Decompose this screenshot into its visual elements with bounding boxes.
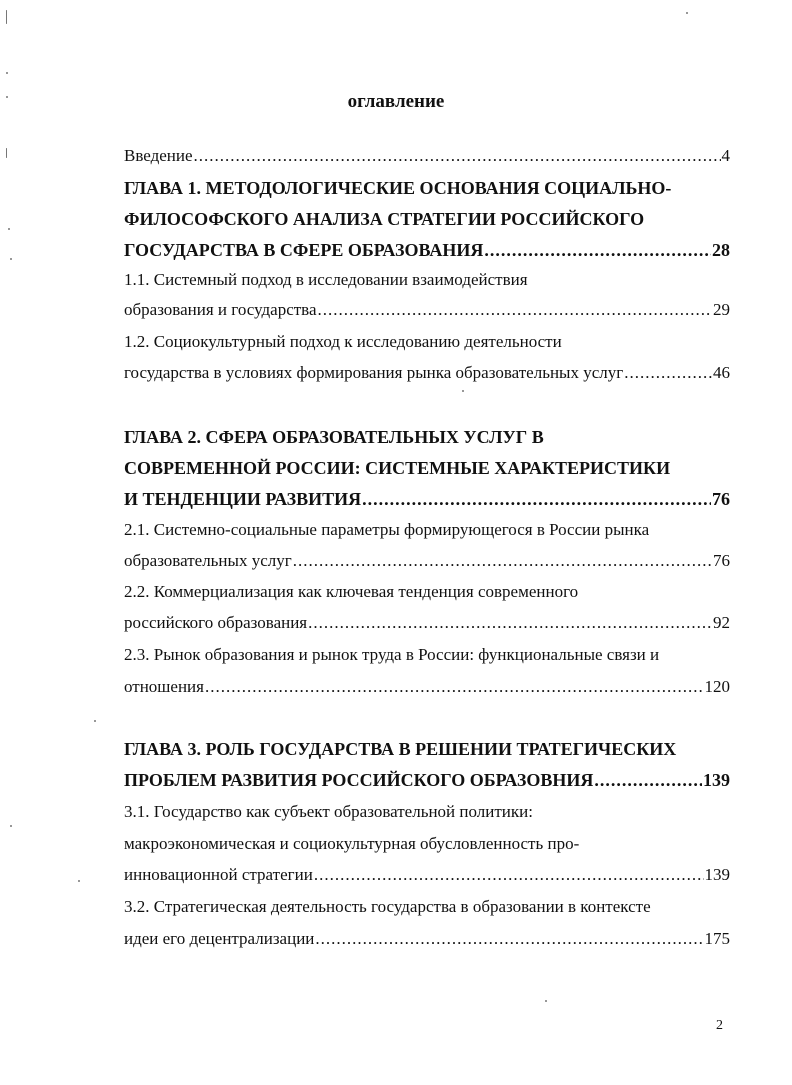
section-title-line: 1.1. Системный подход в исследовании взаимодействия — [124, 270, 528, 289]
toc-page-number: 4 — [721, 146, 730, 165]
section-title-line: макроэкономическая и социокультурная обусловленность про- — [124, 834, 580, 853]
section-title-line: образовательных услуг — [124, 551, 292, 570]
section-title-line: образования и государства — [124, 300, 317, 319]
toc-page-number: 139 — [703, 770, 730, 790]
section-title-line: 2.3. Рынок образования и рынок труда в России: функциональные связи и — [124, 645, 660, 664]
scan-speck — [545, 1000, 547, 1002]
scan-speck — [6, 148, 7, 158]
scan-speck — [8, 228, 10, 230]
section-title-line: идеи его децентрализации — [124, 929, 315, 948]
dot-leader — [484, 234, 711, 266]
chapter-heading-line: ГЛАВА 1. МЕТОДОЛОГИЧЕСКИЕ ОСНОВАНИЯ СОЦИАЛЬНО- — [124, 178, 672, 198]
dot-leader — [293, 545, 712, 577]
chapter-heading-line: ГЛАВА 2. СФЕРА ОБРАЗОВАТЕЛЬНЫХ УСЛУГ В — [124, 427, 544, 447]
chapter-heading-line: ГЛАВА 3. РОЛЬ ГОСУДАРСТВА В РЕШЕНИИ ТРАТЕГИЧЕСКИХ — [124, 739, 677, 759]
toc-page-number: 76 — [712, 489, 730, 509]
toc-page-number: 92 — [713, 613, 730, 632]
chapter-heading-line: ФИЛОСОФСКОГО АНАЛИЗА СТРАТЕГИИ РОССИЙСКОГО — [124, 209, 645, 229]
dot-leader — [314, 859, 704, 891]
toc-line — [124, 764, 730, 796]
toc-line — [124, 357, 730, 389]
toc-line — [124, 483, 730, 515]
dot-leader — [362, 483, 711, 515]
scan-speck — [78, 880, 80, 882]
section-title-line: инновационной стратегии — [124, 865, 313, 884]
toc-page-number: 46 — [713, 363, 730, 382]
scan-speck — [686, 12, 688, 14]
dot-leader — [318, 294, 712, 326]
toc-page-number: 139 — [704, 865, 730, 884]
chapter-heading-line: СОВРЕМЕННОЙ РОССИИ: СИСТЕМНЫЕ ХАРАКТЕРИСТИКИ — [124, 458, 671, 478]
section-title-line: российского образования — [124, 613, 308, 632]
toc-line — [124, 545, 730, 577]
dot-leader — [315, 923, 703, 955]
scan-speck — [6, 96, 8, 98]
scan-speck — [6, 10, 7, 24]
toc-entry-intro[interactable] — [124, 140, 730, 172]
section-title-line: 3.2. Стратегическая деятельность государства в образовании в контексте — [124, 897, 651, 916]
page-number: 2 — [716, 1018, 723, 1033]
toc-line — [124, 234, 730, 266]
scan-speck — [94, 720, 96, 722]
toc-page-number: 28 — [712, 240, 730, 260]
section-title-line: 2.1. Системно-социальные параметры формирующегося в России рынка — [124, 520, 650, 539]
toc-entry-label: Введение — [124, 146, 193, 165]
scan-speck — [10, 258, 12, 260]
toc-line — [124, 607, 730, 639]
section-title-line: 2.2. Коммерциализация как ключевая тенденция современного — [124, 582, 579, 601]
toc-line — [124, 671, 730, 703]
toc-page-number: 76 — [713, 551, 730, 570]
scan-speck — [6, 72, 8, 74]
chapter-heading-line: ПРОБЛЕМ РАЗВИТИЯ РОССИЙСКОГО ОБРАЗОВНИЯ — [124, 770, 594, 790]
toc-page-number: 29 — [713, 300, 730, 319]
chapter-heading-line: ГОСУДАРСТВА В СФЕРЕ ОБРАЗОВАНИЯ — [124, 240, 484, 260]
page-title: оглавление — [347, 91, 445, 112]
dot-leader — [594, 764, 702, 796]
dot-leader — [194, 140, 721, 172]
section-title-line: 3.1. Государство как субъект образовательной политики: — [124, 802, 533, 821]
section-title-line: отношения — [124, 677, 204, 696]
toc-page-number: 175 — [704, 929, 730, 948]
section-title-line: государства в условиях формирования рынка образовательных услуг — [124, 363, 624, 382]
scan-speck — [10, 825, 12, 827]
toc-line — [124, 923, 730, 955]
toc-line — [124, 294, 730, 326]
dot-leader — [624, 357, 712, 389]
dot-leader — [205, 671, 704, 703]
scan-speck — [462, 390, 464, 392]
toc-page-number: 120 — [704, 677, 730, 696]
dot-leader — [308, 607, 712, 639]
toc-line — [124, 859, 730, 891]
chapter-heading-line: И ТЕНДЕНЦИИ РАЗВИТИЯ — [124, 489, 362, 509]
section-title-line: 1.2. Социокультурный подход к исследованию деятельности — [124, 332, 562, 351]
